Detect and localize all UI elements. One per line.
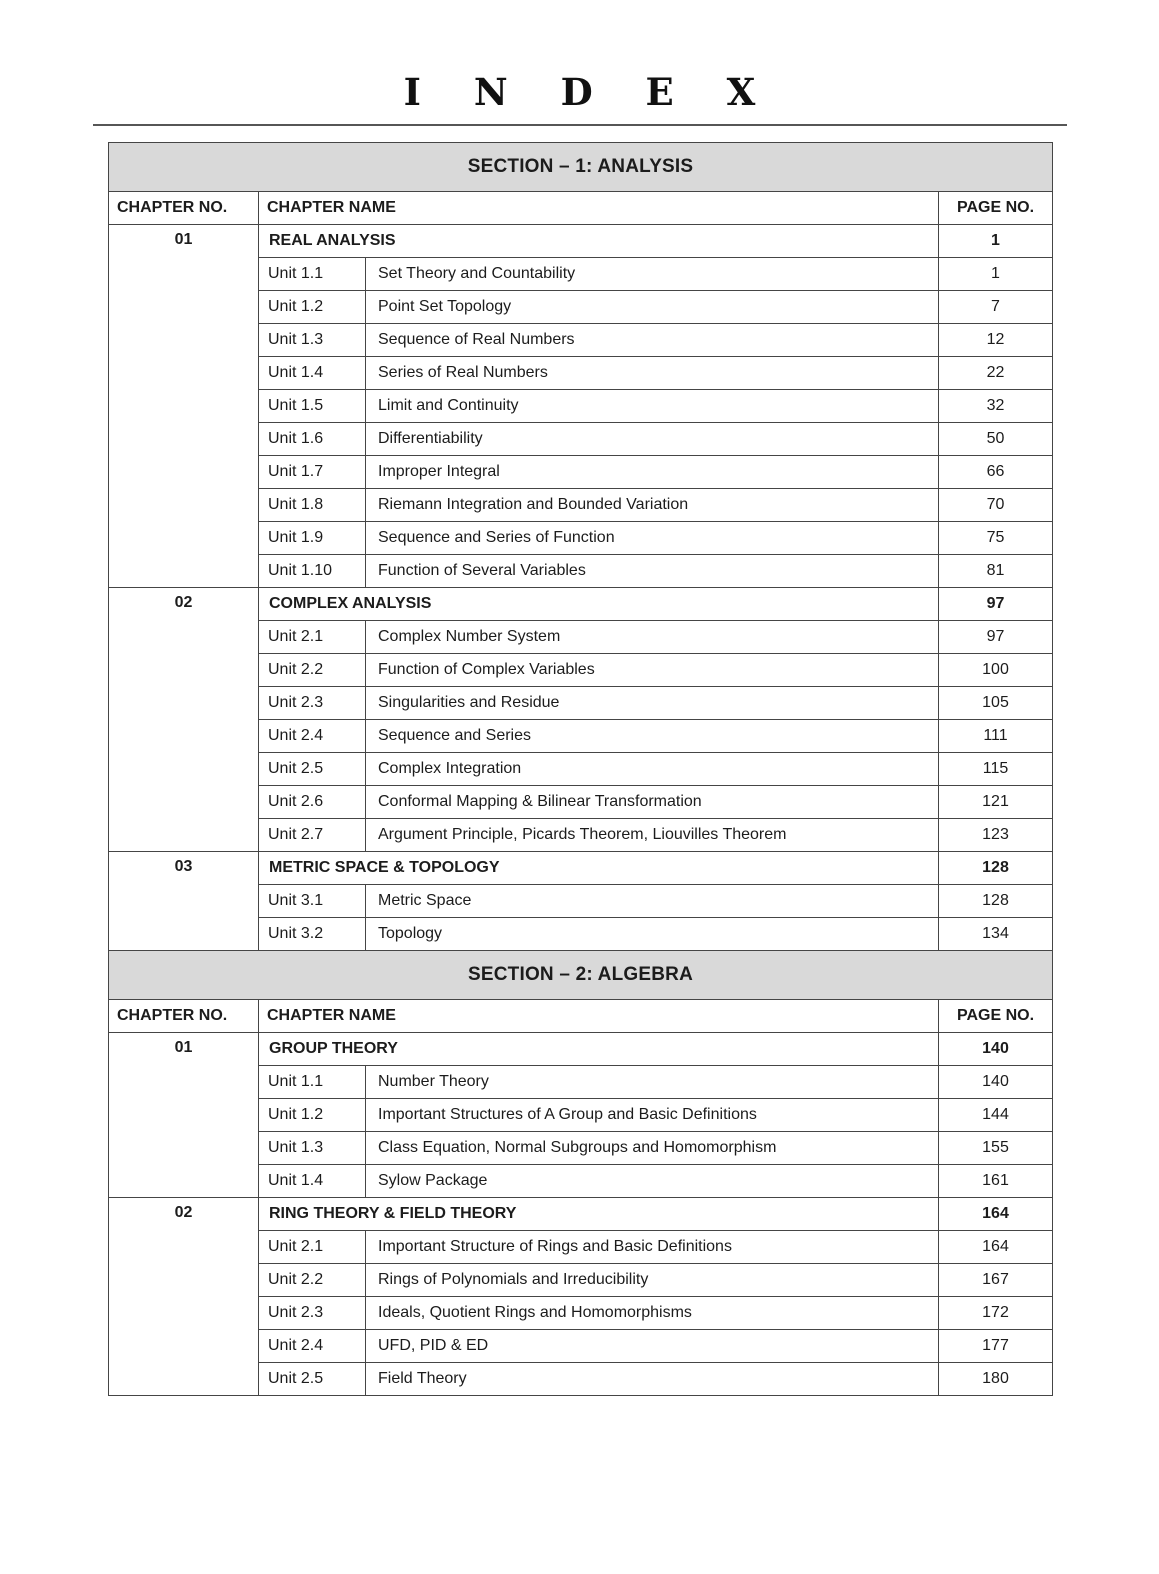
column-header-row <box>109 192 1053 225</box>
unit-label-cell: Unit 1.3 <box>259 1132 366 1165</box>
column-header-chapter-no: CHAPTER NO. <box>109 192 259 225</box>
unit-page-cell: 1 <box>939 258 1053 291</box>
unit-name-cell: Ideals, Quotient Rings and Homomorphisms <box>366 1297 939 1330</box>
unit-name-cell: Singularities and Residue <box>366 687 939 720</box>
unit-name-cell: Complex Integration <box>366 753 939 786</box>
index-table <box>108 142 1053 1396</box>
index-table-body <box>109 143 1053 1396</box>
unit-page-cell: 12 <box>939 324 1053 357</box>
unit-page-cell: 167 <box>939 1264 1053 1297</box>
unit-name-cell: Sequence and Series of Function <box>366 522 939 555</box>
unit-page-cell: 97 <box>939 621 1053 654</box>
unit-label-cell: Unit 1.7 <box>259 456 366 489</box>
unit-name-cell: Point Set Topology <box>366 291 939 324</box>
unit-label-cell: Unit 2.4 <box>259 720 366 753</box>
unit-page-cell: 7 <box>939 291 1053 324</box>
unit-name-cell: Function of Several Variables <box>366 555 939 588</box>
unit-label-cell: Unit 1.4 <box>259 357 366 390</box>
unit-name-cell: Sequence of Real Numbers <box>366 324 939 357</box>
unit-label-cell: Unit 2.7 <box>259 819 366 852</box>
unit-page-cell: 123 <box>939 819 1053 852</box>
column-header-page-no: PAGE NO. <box>939 192 1053 225</box>
chapter-row <box>109 225 1053 258</box>
unit-name-cell: Number Theory <box>366 1066 939 1099</box>
chapter-no-cell: 01 <box>109 225 259 588</box>
chapter-page-cell: 164 <box>939 1198 1053 1231</box>
unit-name-cell: Function of Complex Variables <box>366 654 939 687</box>
unit-name-cell: Important Structures of A Group and Basic Definitions <box>366 1099 939 1132</box>
unit-name-cell: Sequence and Series <box>366 720 939 753</box>
unit-page-cell: 115 <box>939 753 1053 786</box>
unit-page-cell: 164 <box>939 1231 1053 1264</box>
unit-page-cell: 70 <box>939 489 1053 522</box>
chapter-page-cell: 140 <box>939 1033 1053 1066</box>
chapter-row <box>109 852 1053 885</box>
chapter-row <box>109 588 1053 621</box>
unit-label-cell: Unit 1.1 <box>259 1066 366 1099</box>
unit-label-cell: Unit 2.1 <box>259 621 366 654</box>
unit-page-cell: 172 <box>939 1297 1053 1330</box>
column-header-chapter-no: CHAPTER NO. <box>109 1000 259 1033</box>
chapter-no-cell: 02 <box>109 588 259 852</box>
unit-label-cell: Unit 2.3 <box>259 1297 366 1330</box>
unit-page-cell: 105 <box>939 687 1053 720</box>
unit-page-cell: 134 <box>939 918 1053 951</box>
unit-name-cell: Metric Space <box>366 885 939 918</box>
unit-label-cell: Unit 2.2 <box>259 1264 366 1297</box>
section-title: SECTION – 1: ANALYSIS <box>109 143 1053 192</box>
unit-label-cell: Unit 1.2 <box>259 1099 366 1132</box>
title-rule-divider <box>93 124 1067 126</box>
unit-label-cell: Unit 2.5 <box>259 1363 366 1396</box>
unit-label-cell: Unit 1.6 <box>259 423 366 456</box>
unit-name-cell: Important Structure of Rings and Basic Definitions <box>366 1231 939 1264</box>
unit-page-cell: 140 <box>939 1066 1053 1099</box>
unit-page-cell: 121 <box>939 786 1053 819</box>
unit-label-cell: Unit 1.3 <box>259 324 366 357</box>
unit-name-cell: Limit and Continuity <box>366 390 939 423</box>
chapter-row <box>109 1198 1053 1231</box>
unit-label-cell: Unit 1.8 <box>259 489 366 522</box>
unit-label-cell: Unit 1.9 <box>259 522 366 555</box>
unit-name-cell: Differentiability <box>366 423 939 456</box>
unit-label-cell: Unit 2.6 <box>259 786 366 819</box>
unit-page-cell: 81 <box>939 555 1053 588</box>
unit-page-cell: 50 <box>939 423 1053 456</box>
chapter-no-cell: 03 <box>109 852 259 951</box>
unit-name-cell: Rings of Polynomials and Irreducibility <box>366 1264 939 1297</box>
unit-name-cell: Argument Principle, Picards Theorem, Liouvilles Theorem <box>366 819 939 852</box>
chapter-name-cell: RING THEORY & FIELD THEORY <box>259 1198 939 1231</box>
unit-name-cell: Field Theory <box>366 1363 939 1396</box>
unit-name-cell: Riemann Integration and Bounded Variation <box>366 489 939 522</box>
unit-name-cell: Topology <box>366 918 939 951</box>
unit-name-cell: Improper Integral <box>366 456 939 489</box>
section-title: SECTION – 2: ALGEBRA <box>109 951 1053 1000</box>
chapter-page-cell: 128 <box>939 852 1053 885</box>
unit-label-cell: Unit 2.4 <box>259 1330 366 1363</box>
unit-name-cell: UFD, PID & ED <box>366 1330 939 1363</box>
unit-name-cell: Set Theory and Countability <box>366 258 939 291</box>
unit-page-cell: 144 <box>939 1099 1053 1132</box>
unit-label-cell: Unit 1.10 <box>259 555 366 588</box>
unit-page-cell: 100 <box>939 654 1053 687</box>
unit-label-cell: Unit 2.1 <box>259 1231 366 1264</box>
unit-page-cell: 22 <box>939 357 1053 390</box>
unit-page-cell: 111 <box>939 720 1053 753</box>
unit-name-cell: Series of Real Numbers <box>366 357 939 390</box>
unit-label-cell: Unit 1.4 <box>259 1165 366 1198</box>
chapter-no-cell: 01 <box>109 1033 259 1198</box>
unit-page-cell: 66 <box>939 456 1053 489</box>
unit-page-cell: 155 <box>939 1132 1053 1165</box>
unit-label-cell: Unit 3.2 <box>259 918 366 951</box>
unit-label-cell: Unit 3.1 <box>259 885 366 918</box>
unit-page-cell: 177 <box>939 1330 1053 1363</box>
chapter-page-cell: 1 <box>939 225 1053 258</box>
column-header-row <box>109 1000 1053 1033</box>
chapter-page-cell: 97 <box>939 588 1053 621</box>
chapter-name-cell: GROUP THEORY <box>259 1033 939 1066</box>
unit-page-cell: 180 <box>939 1363 1053 1396</box>
unit-page-cell: 161 <box>939 1165 1053 1198</box>
unit-name-cell: Conformal Mapping & Bilinear Transformation <box>366 786 939 819</box>
column-header-chapter-name: CHAPTER NAME <box>259 192 939 225</box>
column-header-chapter-name: CHAPTER NAME <box>259 1000 939 1033</box>
unit-label-cell: Unit 2.2 <box>259 654 366 687</box>
unit-name-cell: Complex Number System <box>366 621 939 654</box>
unit-label-cell: Unit 1.1 <box>259 258 366 291</box>
chapter-no-cell: 02 <box>109 1198 259 1396</box>
unit-page-cell: 75 <box>939 522 1053 555</box>
unit-page-cell: 128 <box>939 885 1053 918</box>
unit-name-cell: Class Equation, Normal Subgroups and Homomorphism <box>366 1132 939 1165</box>
unit-label-cell: Unit 2.3 <box>259 687 366 720</box>
chapter-row <box>109 1033 1053 1066</box>
chapter-name-cell: METRIC SPACE & TOPOLOGY <box>259 852 939 885</box>
unit-label-cell: Unit 2.5 <box>259 753 366 786</box>
section-header-row <box>109 143 1053 192</box>
column-header-page-no: PAGE NO. <box>939 1000 1053 1033</box>
chapter-name-cell: REAL ANALYSIS <box>259 225 939 258</box>
chapter-name-cell: COMPLEX ANALYSIS <box>259 588 939 621</box>
unit-page-cell: 32 <box>939 390 1053 423</box>
section-header-row <box>109 951 1053 1000</box>
page-title: I N D E X <box>403 70 776 114</box>
unit-name-cell: Sylow Package <box>366 1165 939 1198</box>
unit-label-cell: Unit 1.5 <box>259 390 366 423</box>
unit-label-cell: Unit 1.2 <box>259 291 366 324</box>
